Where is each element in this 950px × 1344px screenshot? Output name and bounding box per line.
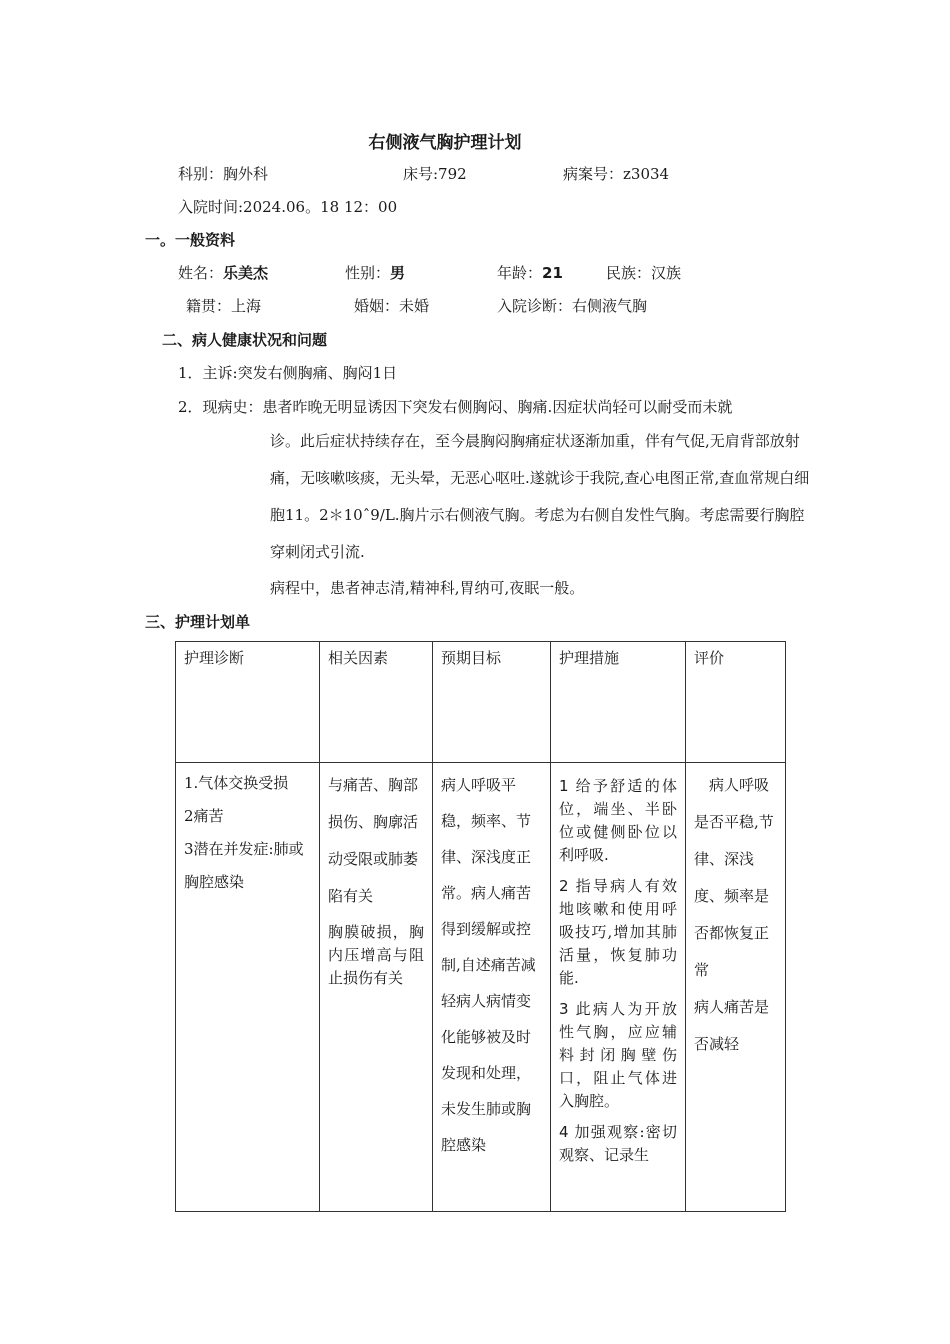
cell-diagnosis (176, 763, 320, 1212)
admission-diagnosis-field: 入院诊断：右侧液气胸 (497, 297, 648, 315)
column-header-diagnosis: 护理诊断 (176, 642, 320, 763)
factor-text: 胸膜破损，胸内压增高与阻止损伤有关 (328, 923, 424, 987)
section-3-heading: 三、护理计划单 (145, 613, 251, 631)
native-place-field: 籍贯：上海 (186, 297, 262, 315)
disease-course: 病程中，患者神志清,精神科,胃纳可,夜眠一般。 (270, 579, 585, 597)
column-header-goals: 预期目标 (433, 642, 551, 763)
evaluation-text: 病人呼吸是否平稳,节律、深浅度、频率是否都恢复正常 病人痛苦是否减轻 (694, 776, 774, 1053)
present-illness-body: 诊。此后症状持续存在，至今晨胸闷胸痛症状逐渐加重，伴有气促,无肩背部放射痛，无咳嗽咳痰，无头晕，无恶心呕吐.遂就诊于我院,查心电图正常,查血常规白细胞11。2＊10ˆ9/L.胸片示右侧液气胸。考虑为右侧自发性气胸。考虑需要行胸腔穿刺闭式引流. (270, 432, 810, 561)
case-number-field: 病案号：z3034 (563, 165, 670, 183)
cell-evaluation (686, 763, 786, 1212)
nursing-plan-table (175, 641, 786, 1212)
admit-time-field: 入院时间:2024.06。18 12：00 (178, 198, 398, 216)
column-header-factors: 相关因素 (320, 642, 433, 763)
factor-text: 与痛苦、胸部损伤、胸廓活动受限或肺萎陷有关 (328, 776, 419, 905)
cell-goals (433, 763, 551, 1212)
measure-item: 4 加强观察:密切观察、记录生 (559, 1123, 677, 1164)
present-illness-first-line: 2．现病史：患者昨晚无明显诱因下突发右侧胸闷、胸痛.因症状尚轻可以耐受而未就 (178, 398, 733, 416)
goal-text: 病人呼吸平稳，频率、节律、深浅度正常。病人痛苦得到缓解或控制,自述痛苦减轻病人病情变化能够被及时发现和处理，未发生肺或胸腔感染 (441, 776, 536, 1154)
name-field: 姓名：乐美杰 (178, 264, 269, 282)
measure-item: 1 给予舒适的体位，端坐、半卧位或健侧卧位以利呼吸. (559, 777, 677, 864)
measures-list (559, 767, 677, 1207)
table-header-row (176, 642, 786, 763)
bed-field: 床号:792 (403, 165, 467, 183)
column-header-evaluation: 评价 (686, 642, 786, 763)
ethnic-field: 民族：汉族 (606, 264, 682, 282)
diagnosis-item: 2痛苦 (184, 807, 224, 825)
diagnosis-item: 3潜在并发症:肺或胸腔感染 (184, 840, 304, 891)
section-2-heading: 二、病人健康状况和问题 (162, 331, 328, 349)
dept-field: 科别：胸外科 (178, 165, 269, 183)
section-1-heading: 一。一般资料 (145, 231, 236, 249)
chief-complaint: 1．主诉:突发右侧胸痛、胸闷1日 (178, 364, 398, 382)
cell-factors (320, 763, 433, 1212)
diagnosis-item: 1.气体交换受损 (184, 774, 289, 792)
sex-field: 性别：男 (345, 264, 406, 282)
cell-measures (551, 763, 686, 1212)
age-field: 年龄：21 (497, 264, 563, 282)
measure-item: 2 指导病人有效地咳嗽和使用呼吸技巧,增加其肺活量，恢复肺功能. (559, 877, 677, 987)
marital-field: 婚姻：未婚 (354, 297, 430, 315)
table-row (176, 763, 786, 1212)
document-title: 右侧液气胸护理计划 (368, 133, 522, 153)
measure-item: 3 此病人为开放性气胸，应应辅料封闭胸壁伤口，阻止气体进入胸腔。 (559, 1000, 677, 1110)
column-header-measures: 护理措施 (551, 642, 686, 763)
